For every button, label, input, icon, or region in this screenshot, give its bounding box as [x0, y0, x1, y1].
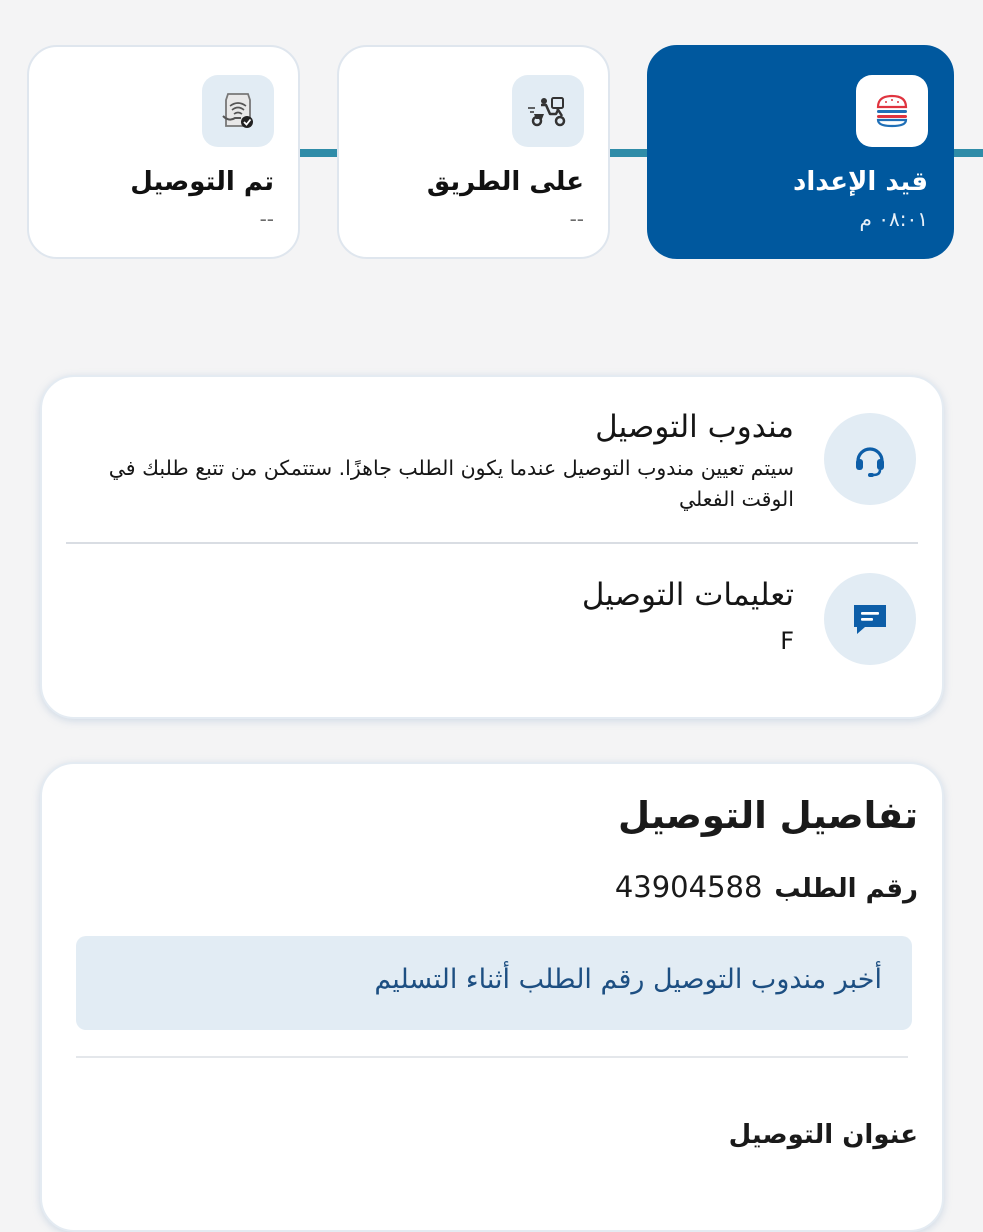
instructions-title: تعليمات التوصيل [581, 577, 794, 613]
order-number-row [615, 870, 918, 904]
delivered-bag-icon [202, 75, 274, 147]
order-number-value: 43904588 [614, 870, 763, 904]
step-title: قيد الإعداد [792, 167, 928, 197]
address-title: عنوان التوصيل [728, 1120, 918, 1150]
driver-title: مندوب التوصيل [595, 409, 794, 445]
notice-text: أخبر مندوب التوصيل رقم الطلب أثناء التسليم [374, 964, 882, 995]
delivery-details-card [40, 762, 944, 1232]
progress-connector-left [298, 149, 340, 157]
delivery-info-card [40, 375, 944, 719]
progress-connector-right [952, 149, 983, 157]
divider [76, 1056, 908, 1058]
headset-icon [824, 413, 916, 505]
chat-icon [824, 573, 916, 665]
driver-description: سيتم تعيين مندوب التوصيل عندما يكون الطلب جاهزًا. ستتمكن من تتبع طلبك في الوقت الفعلي [108, 456, 794, 511]
step-time: ٠٨:٠١ م [859, 207, 928, 231]
instructions-value: F [780, 627, 794, 655]
driver-row [42, 377, 942, 543]
progress-connector-middle [608, 149, 650, 157]
order-number-notice [76, 936, 912, 1030]
instructions-row [42, 545, 942, 719]
step-title: على الطريق [426, 167, 584, 197]
divider [66, 542, 918, 544]
step-title: تم التوصيل [130, 167, 274, 197]
details-title: تفاصيل التوصيل [618, 794, 918, 837]
status-step-delivered [27, 45, 300, 259]
step-time: -- [569, 207, 584, 231]
status-step-preparing [647, 45, 954, 259]
step-time: -- [259, 207, 274, 231]
burger-icon [856, 75, 928, 147]
scooter-icon [512, 75, 584, 147]
status-step-on-the-way [337, 45, 610, 259]
order-number-label: رقم الطلب [774, 874, 918, 904]
